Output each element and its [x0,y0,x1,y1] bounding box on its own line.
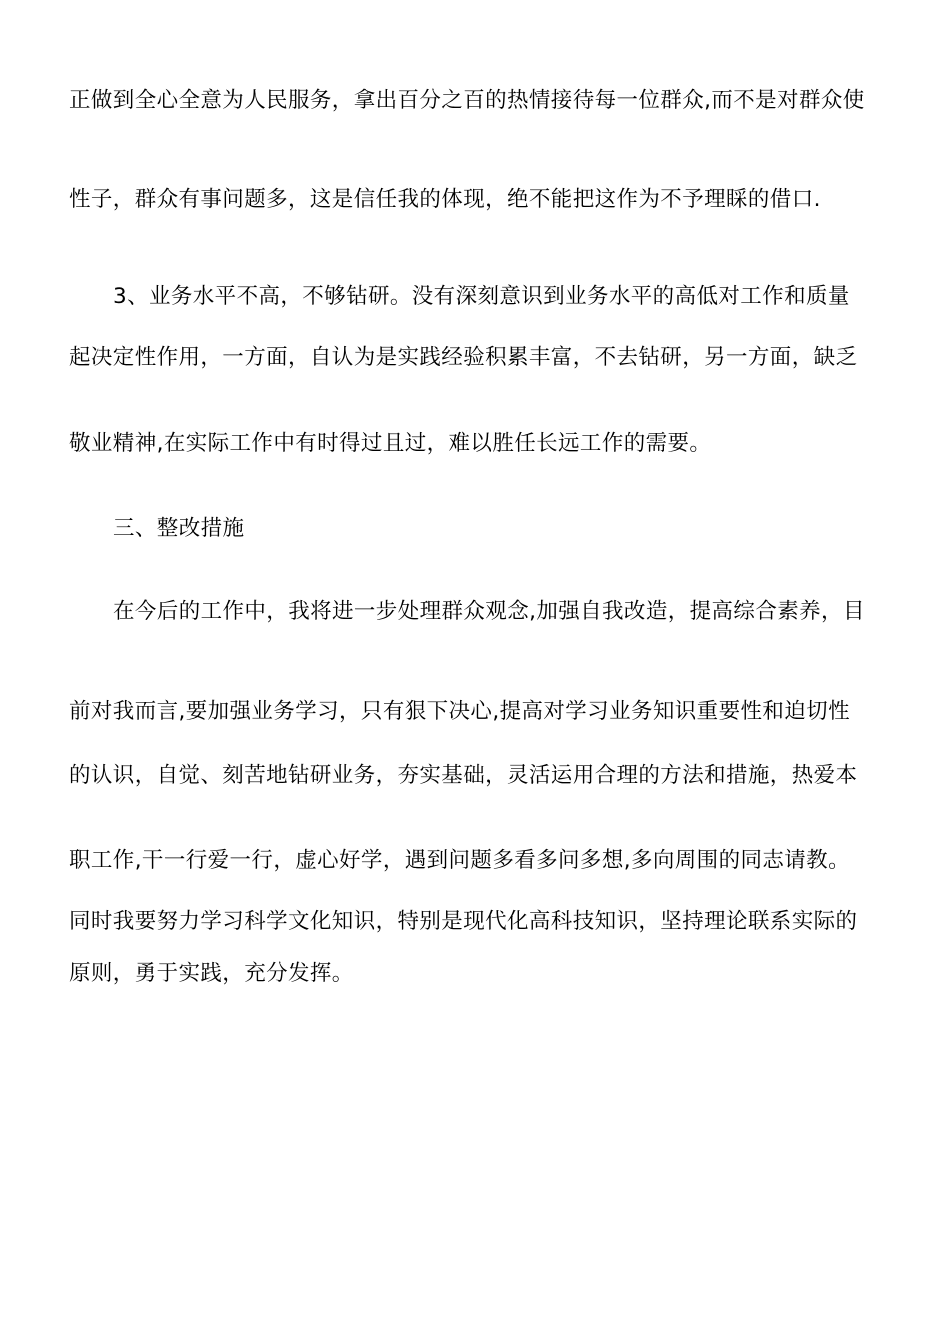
section-item-3-line-1: 3、业务水平不高，不够钻研。没有深刻意识到业务水平的高低对工作和质量 [113,284,850,309]
section-item-3-line-2: 起决定性作用，一方面，自认为是实践经验积累丰富，不去钻研，另一方面，缺乏 [69,345,858,370]
measures-line-2: 前对我而言,要加强业务学习，只有狠下决心,提高对学习业务知识重要性和迫切性 [69,699,850,724]
measures-line-3: 的认识，自觉、刻苦地钻研业务，夯实基础，灵活运用合理的方法和措施，热爱本 [69,763,858,788]
paragraph-line-1: 正做到全心全意为人民服务，拿出百分之百的热情接待每一位群众,而不是对群众使 [69,88,865,113]
measures-line-1: 在今后的工作中，我将进一步处理群众观念,加强自我改造，提高综合素养，目 [113,599,865,624]
section-heading: 三、整改措施 [113,516,245,541]
measures-line-6: 原则，勇于实践，充分发挥。 [69,961,354,986]
measures-line-5: 同时我要努力学习科学文化知识，特别是现代化高科技知识，坚持理论联系实际的 [69,909,858,934]
section-item-3-line-3: 敬业精神,在实际工作中有时得过且过，难以胜任长远工作的需要。 [69,431,712,456]
measures-line-4: 职工作,干一行爱一行，虚心好学，遇到问题多看多问多想,多向周围的同志请教。 [69,848,850,873]
paragraph-line-2: 性子，群众有事问题多，这是信任我的体现，绝不能把这作为不予理睬的借口. [69,187,821,212]
